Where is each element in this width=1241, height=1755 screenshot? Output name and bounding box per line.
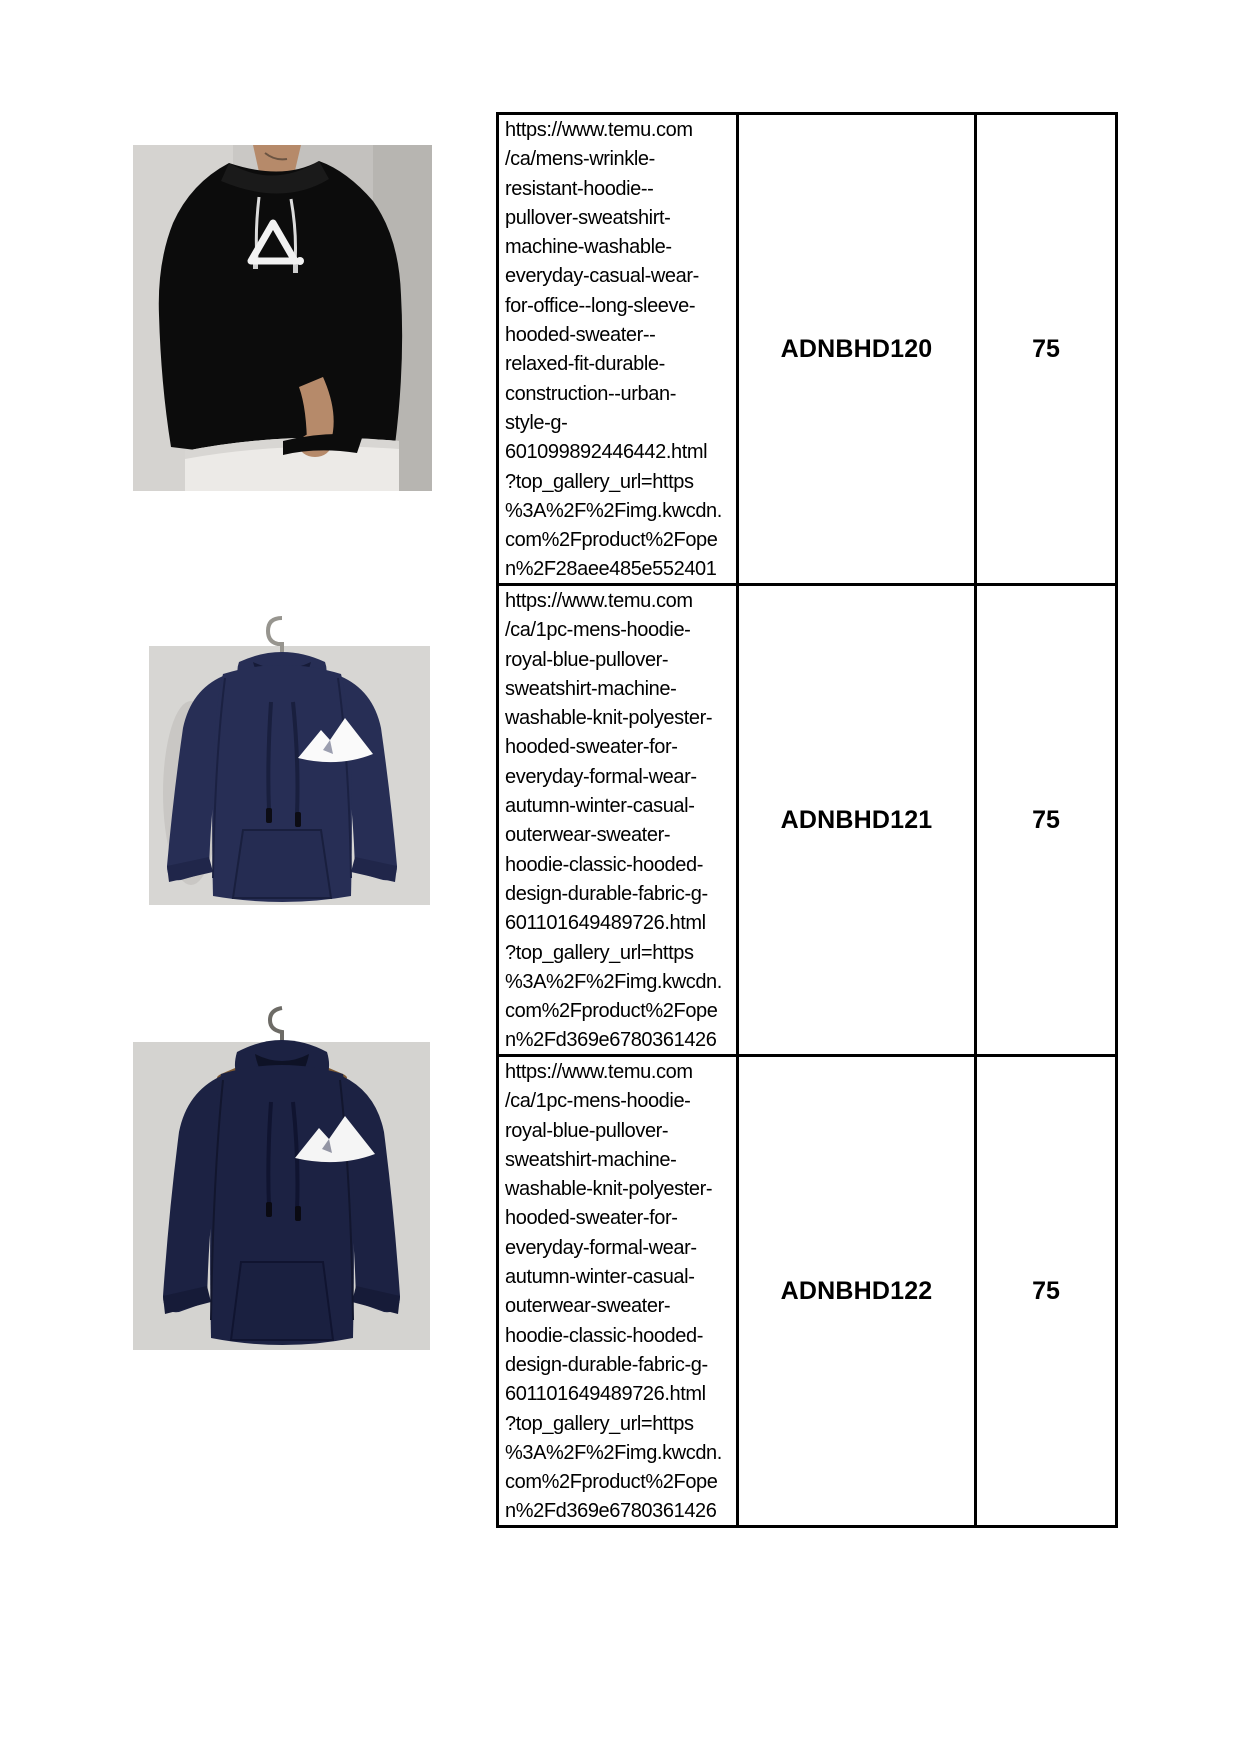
product-price: 75: [976, 585, 1117, 1056]
product-image-dark-navy-hoodie: [133, 1000, 430, 1350]
drawstring-aglet: [266, 808, 272, 823]
url-cell: [498, 114, 738, 585]
dark-navy-hoodie-photo: [133, 1000, 430, 1350]
black-hoodie-body: [159, 161, 402, 457]
table-row: [498, 114, 1117, 585]
triangle-logo-dot: [296, 257, 304, 265]
black-hoodie-photo: [133, 145, 432, 491]
product-code: ADNBHD120: [738, 114, 976, 585]
table-row: [498, 585, 1117, 1056]
table-row: [498, 1056, 1117, 1527]
url-cell: [498, 1056, 738, 1527]
kangaroo-pocket: [233, 830, 331, 898]
product-price: 75: [976, 1056, 1117, 1527]
drawstring-aglet: [295, 812, 301, 827]
product-table: [496, 112, 1118, 1528]
drawstring-aglet: [295, 1206, 301, 1221]
product-price: 75: [976, 114, 1117, 585]
product-image-black-hoodie: [133, 145, 432, 491]
product-image-navy-hoodie: [133, 578, 430, 905]
kangaroo-pocket: [231, 1262, 333, 1340]
product-url: https://www.temu.com /ca/1pc-mens-hoodie- royal-blue-pullover- sweatshirt-machine- washable-knit-polyester- hooded-sweater-for- everyday-formal-wear- autumn-winter-casual- outerwear-sweater- hoodie-classic-hooded- design-durable-fabric-g- 601101649489726.html ?top_gallery_url=https %3A%2F%2Fimg.kwcdn. com%2Fproduct%2Fope n%2Fd369e6780361426: [505, 1061, 722, 1523]
url-cell: [498, 585, 738, 1056]
drawstring-aglet: [266, 1202, 272, 1217]
navy-hoodie-photo: [133, 578, 430, 905]
product-code: ADNBHD122: [738, 1056, 976, 1527]
product-code: ADNBHD121: [738, 585, 976, 1056]
product-url: https://www.temu.com /ca/mens-wrinkle- resistant-hoodie-- pullover-sweatshirt- machine-washable- everyday-casual-wear- for-office--long-sleeve- hooded-sweater-- relaxed-fit-durable- construction--urban- style-g- 601099892446442.html ?top_gallery_url=https %3A%2F%2Fimg.kwcdn. com%2Fproduct%2Fope n%2F28aee485e552401: [505, 119, 722, 581]
product-url: https://www.temu.com /ca/1pc-mens-hoodie- royal-blue-pullover- sweatshirt-machine- washable-knit-polyester- hooded-sweater-for- everyday-formal-wear- autumn-winter-casual- outerwear-sweater- hoodie-classic-hooded- design-durable-fabric-g- 601101649489726.html ?top_gallery_url=https %3A%2F%2Fimg.kwcdn. com%2Fproduct%2Fope n%2Fd369e6780361426: [505, 590, 722, 1052]
